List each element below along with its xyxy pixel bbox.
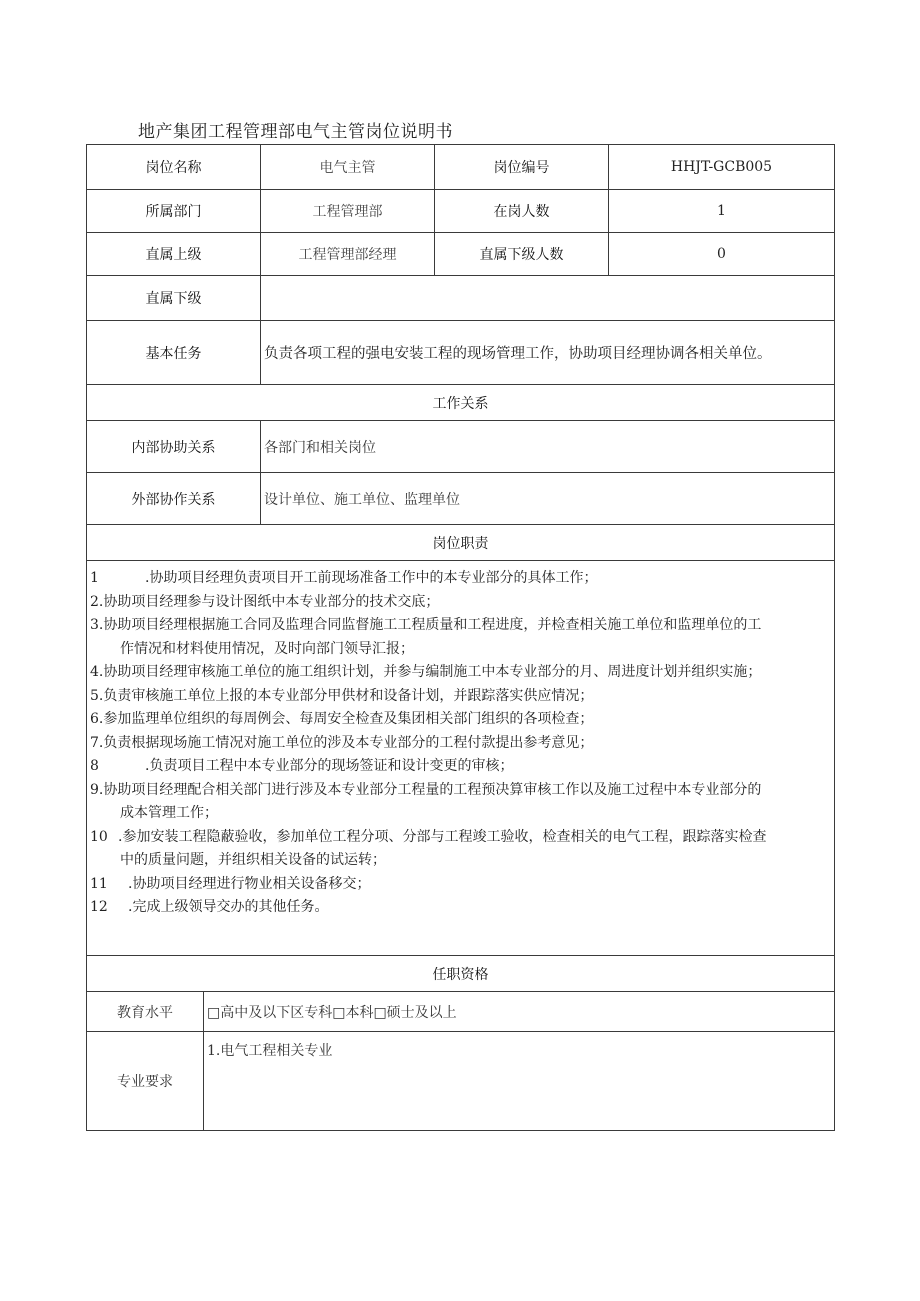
duty-item: 3.协助项目经理根据施工合同及监理合同监督施工工程质量和工程进度，并检查相关施工单位和监理单位的工 作情况和材料使用情况，及时向部门领导汇报； (90, 617, 762, 657)
row-department (87, 190, 835, 233)
department-value: 工程管理部 (261, 190, 435, 233)
position-code-label: 岗位编号 (435, 145, 609, 190)
superior-value: 工程管理部经理 (261, 233, 435, 276)
headcount-label: 在岗人数 (435, 190, 609, 233)
row-subordinates (87, 276, 835, 321)
qualifications-section-title: 任职资格 (87, 956, 835, 992)
subordinates-label: 直属下级 (87, 276, 261, 321)
duty-item: 1 .协助项目经理负责项目开工前现场准备工作中的本专业部分的具体工作； (90, 570, 598, 586)
internal-relations-label: 内部协助关系 (87, 421, 261, 473)
basic-task-value: 负责各项工程的强电安装工程的现场管理工作，协助项目经理协调各相关单位。 (261, 321, 835, 385)
row-qualifications-header (87, 956, 835, 992)
basic-task-label: 基本任务 (87, 321, 261, 385)
row-internal-relations (87, 421, 835, 473)
qualifications-table (86, 991, 835, 1131)
internal-relations-value: 各部门和相关岗位 (261, 421, 835, 473)
subordinate-count-value: 0 (609, 233, 835, 276)
education-label: 教育水平 (87, 992, 204, 1032)
subordinate-count-label: 直属下级人数 (435, 233, 609, 276)
row-superior (87, 233, 835, 276)
row-position (87, 145, 835, 190)
education-value: □高中及以下区专科□本科□硕士及以上 (204, 992, 835, 1032)
duty-item: 7.负责根据现场施工情况对施工单位的涉及本专业部分的工程付款提出参考意见； (90, 734, 594, 751)
duty-item: 9.协助项目经理配合相关部门进行涉及本专业部分工程量的工程预决算审核工作以及施工过程中本专业部分的 成本管理工作； (90, 781, 762, 821)
duty-item: 2.协助项目经理参与设计图纸中本专业部分的技术交底； (90, 593, 440, 610)
row-duties (87, 561, 835, 956)
major-value: 1.电气工程相关专业 (204, 1032, 835, 1131)
duty-item: 12 .完成上级领导交办的其他任务。 (90, 899, 329, 915)
work-relations-section-title: 工作关系 (87, 385, 835, 421)
duties-section-title: 岗位职责 (87, 525, 835, 561)
major-label: 专业要求 (87, 1032, 204, 1131)
job-description-table (86, 144, 835, 992)
document-title: 地产集团工程管理部电气主管岗位说明书 (138, 122, 453, 142)
department-label: 所属部门 (87, 190, 261, 233)
row-major (87, 1032, 835, 1131)
duty-item: 4.协助项目经理审核施工单位的施工组织计划，并参与编制施工中本专业部分的月、周进度计划并组织实施； (90, 664, 762, 680)
duty-item: 8 .负责项目工程中本专业部分的现场签证和设计变更的审核； (90, 758, 514, 774)
external-relations-value: 设计单位、施工单位、监理单位 (261, 473, 835, 525)
row-work-relations-header (87, 385, 835, 421)
duty-item: 5.负责审核施工单位上报的本专业部分甲供材和设备计划，并跟踪落实供应情况； (90, 687, 594, 704)
headcount-value: 1 (609, 190, 835, 233)
row-education (87, 992, 835, 1032)
row-basic-task (87, 321, 835, 385)
external-relations-label: 外部协作关系 (87, 473, 261, 525)
duties-list (87, 561, 835, 956)
position-name-value: 电气主管 (261, 145, 435, 190)
duty-item: 11 .协助项目经理进行物业相关设备移交； (90, 875, 371, 892)
position-name-label: 岗位名称 (87, 145, 261, 190)
row-duties-header (87, 525, 835, 561)
row-external-relations (87, 473, 835, 525)
position-code-value: HHJT-GCB005 (609, 145, 835, 190)
subordinates-value (261, 276, 835, 321)
duty-item: 6.参加监理单位组织的每周例会、每周安全检查及集团相关部门组织的各项检查； (90, 711, 594, 727)
superior-label: 直属上级 (87, 233, 261, 276)
duty-item: 10 .参加安装工程隐蔽验收，参加单位工程分项、分部与工程竣工验收，检查相关的电气工程，跟踪落实检查 中的质量问题，并组织相关设备的试运转； (90, 828, 767, 868)
